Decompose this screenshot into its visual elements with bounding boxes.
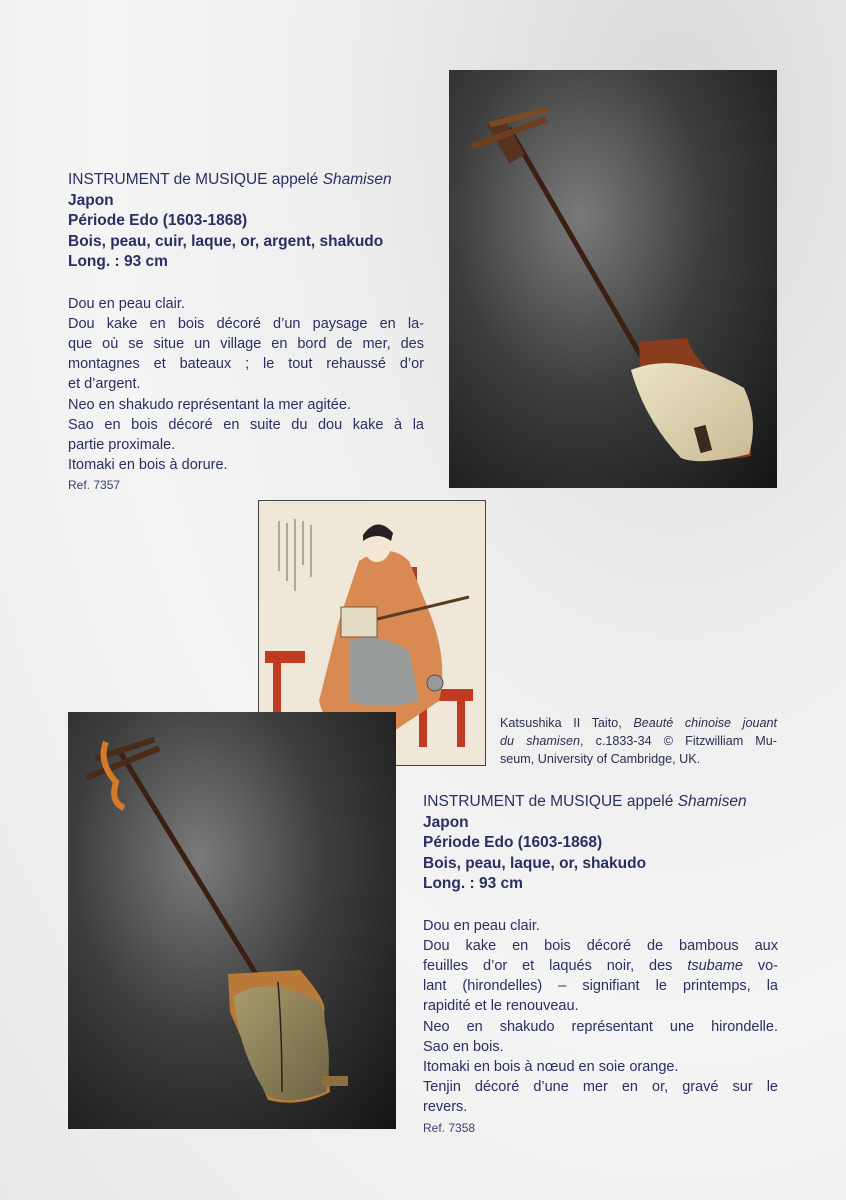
item2-desc-line: Sao en bois. [423, 1038, 504, 1055]
item2-ref: Ref. 7358 [423, 1120, 476, 1135]
item2-desc-line3-end: vo- [757, 957, 778, 974]
item2-desc-line3-start: feuilles d’or et laqués noir, des [423, 957, 673, 974]
item2-desc-line: Neo en shakudo représentant une hirondelle. [423, 1018, 778, 1035]
item2-description [423, 916, 778, 1118]
item2-origin: Japon [423, 813, 469, 831]
item1-ref: Ref. 7357 [68, 478, 121, 493]
caption-line [500, 714, 777, 732]
item1-description [68, 294, 424, 476]
item2-title-italic: Shamisen [677, 793, 747, 810]
item1-materials: Bois, peau, cuir, laque, or, argent, shakudo [68, 232, 384, 250]
item2-desc-line: Itomaki en bois à nœud en soie orange. [423, 1058, 679, 1075]
shamisen-2-image [68, 712, 396, 1129]
item2-title-prefix: INSTRUMENT de MUSIQUE appelé [423, 793, 674, 810]
print-caption [500, 714, 777, 768]
item2-text [423, 792, 778, 1136]
item1-desc-line: que où se situe un village en bord de mer, des [68, 335, 424, 352]
caption-line [500, 732, 777, 750]
item1-title [68, 170, 424, 191]
item2-materials: Bois, peau, laque, or, shakudo [423, 854, 647, 872]
item1-origin: Japon [68, 191, 114, 209]
item2-desc-line: revers. [423, 1099, 468, 1116]
caption-title-part1: Beauté chinoise jouant [633, 716, 777, 730]
item2-title [423, 792, 778, 813]
item1-desc-line: partie proximale. [68, 436, 176, 453]
item1-desc-line: Itomaki en bois à dorure. [68, 457, 228, 474]
item2-desc-line [423, 956, 778, 976]
caption-date-credit: , c.1833-34 © Fitzwilliam Mu- [580, 734, 777, 748]
item1-desc-line: montagnes et bateaux ; le tout rehaussé d’or [68, 356, 424, 373]
item2-desc-line: rapidité et le renouveau. [423, 998, 579, 1015]
item1-length: Long. : 93 cm [68, 253, 168, 270]
item1-desc-line: Dou kake en bois décoré d’un paysage en la- [68, 315, 424, 332]
item1-desc-line: Sao en bois décoré en suite du dou kake à la [68, 416, 424, 433]
item2-period: Période Edo (1603-1868) [423, 834, 603, 851]
item2-desc-line: Tenjin décoré d’une mer en or, gravé sur le [423, 1079, 778, 1096]
item2-desc-line: lant (hirondelles) – signifiant le printemps, la [423, 978, 778, 995]
item1-desc-line: et d’argent. [68, 376, 141, 393]
item1-text [68, 170, 424, 493]
item2-photo [68, 712, 396, 1129]
item2-length: Long. : 93 cm [423, 875, 523, 892]
item1-title-prefix: INSTRUMENT de MUSIQUE appelé [68, 171, 319, 188]
item1-title-italic: Shamisen [322, 171, 392, 188]
item2-desc-line: Dou en peau clair. [423, 917, 540, 934]
item1-period: Période Edo (1603-1868) [68, 212, 248, 229]
item1-photo [449, 70, 777, 488]
item1-desc-line: Dou en peau clair. [68, 295, 185, 312]
caption-artist: Katsushika II Taito, [500, 716, 622, 730]
item2-desc-line: Dou kake en bois décoré de bambous aux [423, 937, 778, 954]
shamisen-1-image [449, 70, 777, 488]
caption-line: seum, University of Cambridge, UK. [500, 752, 701, 766]
caption-title-part2: du shamisen [500, 734, 581, 748]
item1-desc-line: Neo en shakudo représentant la mer agitée. [68, 396, 351, 413]
item2-desc-tsubame: tsubame [687, 957, 743, 974]
